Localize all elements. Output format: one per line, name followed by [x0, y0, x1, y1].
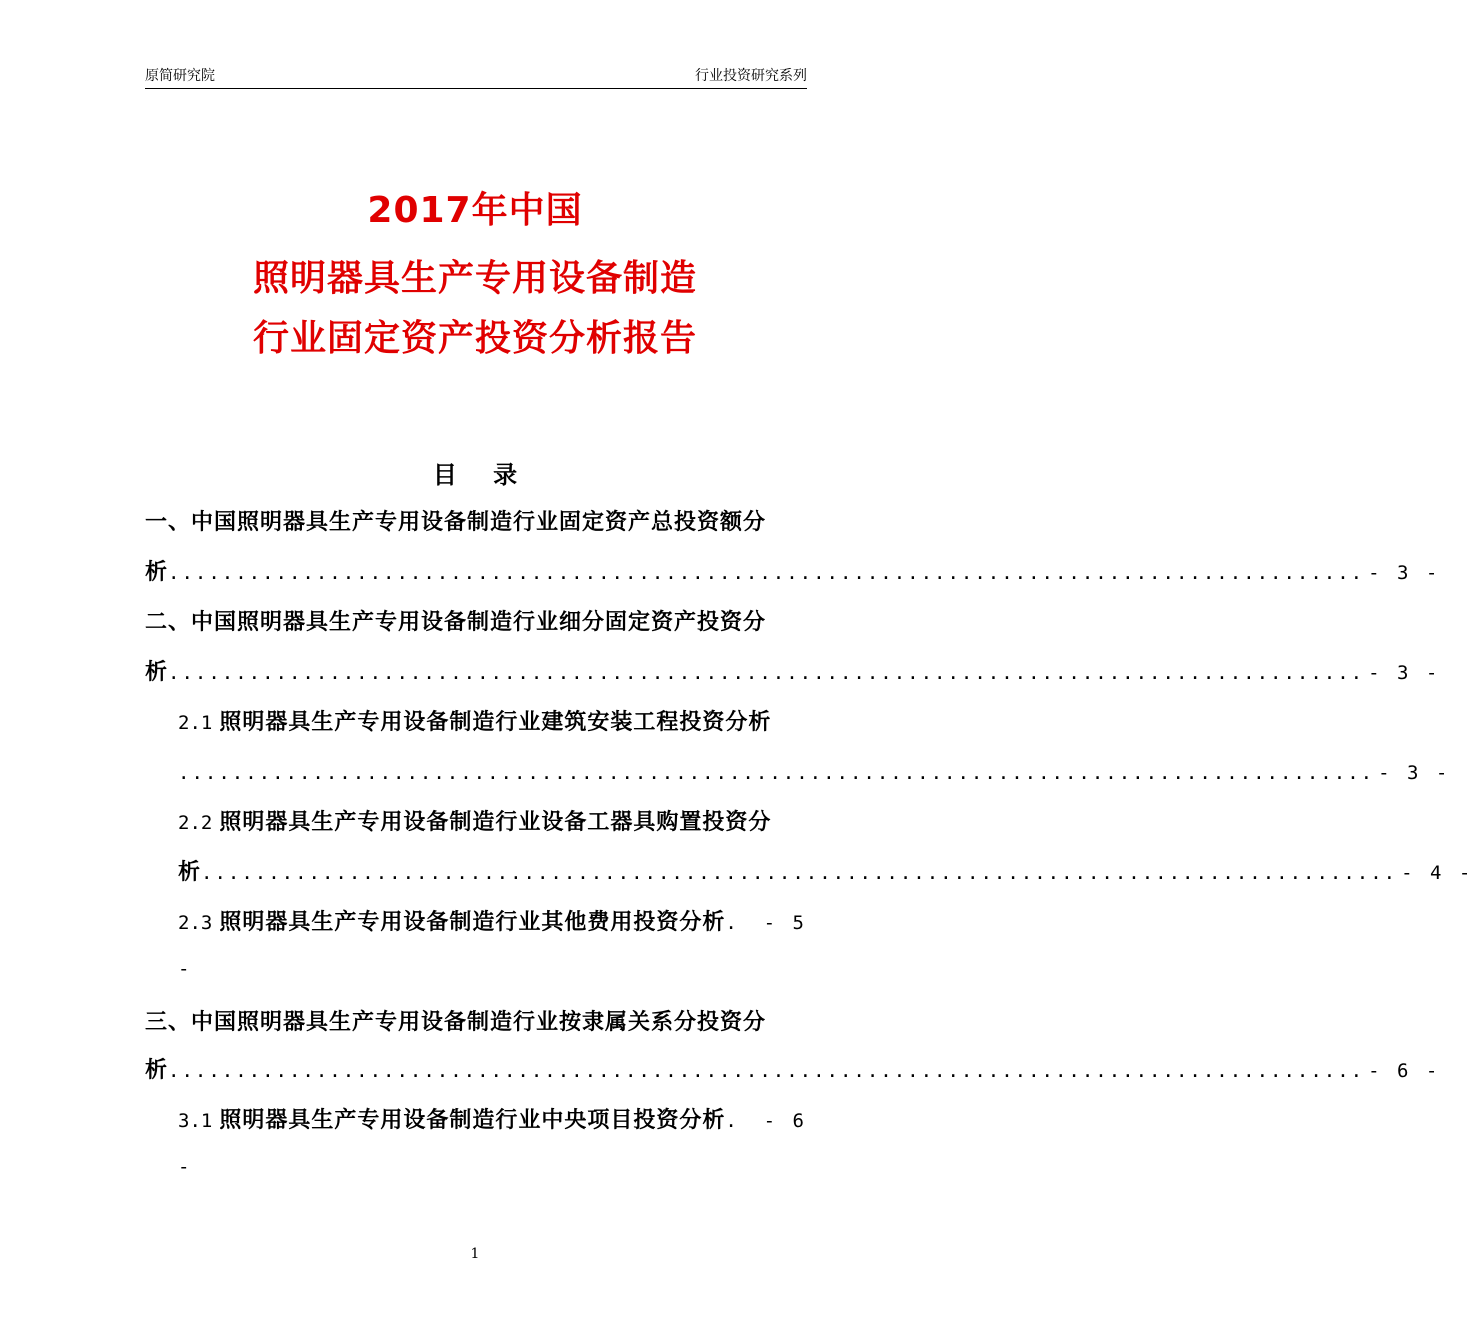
- toc-entry-2-1-line-2[interactable]: [178, 756, 1451, 790]
- toc-entry-3-1-text[interactable]: 照明器具生产专用设备制造行业中央项目投资分析: [219, 1108, 726, 1133]
- toc-entry-2-line-1[interactable]: [145, 606, 807, 640]
- toc-entry-3-line-2[interactable]: [145, 1054, 1441, 1088]
- toc-leader-dots: .........................................................................................: [168, 1060, 1365, 1082]
- toc-entry-1-line-1[interactable]: [145, 506, 807, 540]
- report-title-line-2: 照明器具生产专用设备制造: [252, 258, 697, 299]
- toc-entry-3-page[interactable]: - 6 -: [1368, 1060, 1441, 1082]
- toc-entry-2-3-page[interactable]: - 5: [763, 912, 807, 934]
- toc-entry-1-line-2[interactable]: [145, 556, 1441, 590]
- toc-entry-2-3-line-1[interactable]: [178, 906, 807, 940]
- toc-entry-2-2-page[interactable]: - 4 -: [1401, 862, 1473, 884]
- report-title-line-3: 行业固定资产投资分析报告: [252, 318, 697, 359]
- toc-leader-dots: .........................................................................................: [178, 762, 1375, 784]
- toc-entry-3-1-page-cont: -: [178, 1156, 190, 1178]
- toc-leader-dots: .: [725, 912, 739, 934]
- toc-entry-2-text-cont[interactable]: 析: [145, 660, 169, 685]
- page-number: 1: [470, 1246, 480, 1262]
- toc-entry-2-2-line-2[interactable]: [178, 856, 1473, 890]
- toc-entry-3-text[interactable]: 三、中国照明器具生产专用设备制造行业按隶属关系分投资分: [145, 1010, 767, 1035]
- header-institute: 原简研究院: [145, 68, 215, 84]
- toc-entry-1-page[interactable]: - 3 -: [1368, 562, 1441, 584]
- toc-entry-2-1-text[interactable]: 照明器具生产专用设备制造行业建筑安装工程投资分析: [219, 710, 772, 735]
- toc-entry-2-line-2[interactable]: [145, 656, 1441, 690]
- toc-entry-2-2-text-cont[interactable]: 析: [178, 860, 202, 885]
- toc-entry-2-3-number[interactable]: 2.3: [178, 912, 213, 934]
- toc-entry-3-line-1[interactable]: [145, 1006, 807, 1040]
- toc-entry-3-1-number[interactable]: 3.1: [178, 1110, 213, 1132]
- toc-entry-2-2-text[interactable]: 照明器具生产专用设备制造行业设备工器具购置投资分: [219, 810, 772, 835]
- toc-entry-2-1-number[interactable]: 2.1: [178, 712, 213, 734]
- toc-entry-3-1-line-1[interactable]: [178, 1104, 807, 1138]
- toc-leader-dots: .........................................................................................: [201, 862, 1398, 884]
- toc-heading: 目 录: [432, 461, 532, 489]
- toc-leader-dots: .........................................................................................: [168, 562, 1365, 584]
- toc-entry-2-page[interactable]: - 3 -: [1368, 662, 1441, 684]
- report-title-line-1: 2017年中国: [367, 190, 583, 231]
- toc-entry-2-3-text[interactable]: 照明器具生产专用设备制造行业其他费用投资分析: [219, 910, 726, 935]
- toc-entry-1-text[interactable]: 一、中国照明器具生产专用设备制造行业固定资产总投资额分: [145, 510, 767, 535]
- header-series: 行业投资研究系列: [695, 68, 807, 84]
- toc-entry-2-text[interactable]: 二、中国照明器具生产专用设备制造行业细分固定资产投资分: [145, 610, 767, 635]
- toc-entry-2-2-line-1[interactable]: [178, 806, 807, 840]
- page-header: [145, 66, 807, 89]
- toc-entry-2-2-number[interactable]: 2.2: [178, 812, 213, 834]
- toc-entry-2-3-page-cont: -: [178, 958, 190, 980]
- toc-leader-dots: .: [725, 1110, 739, 1132]
- toc-entry-3-text-cont[interactable]: 析: [145, 1058, 169, 1083]
- toc-entry-2-1-line-1[interactable]: [178, 706, 807, 740]
- toc-entry-1-text-cont[interactable]: 析: [145, 560, 169, 585]
- toc-entry-3-1-page[interactable]: - 6: [763, 1110, 807, 1132]
- toc-leader-dots: .........................................................................................: [168, 662, 1365, 684]
- toc-entry-2-1-page[interactable]: - 3 -: [1378, 762, 1451, 784]
